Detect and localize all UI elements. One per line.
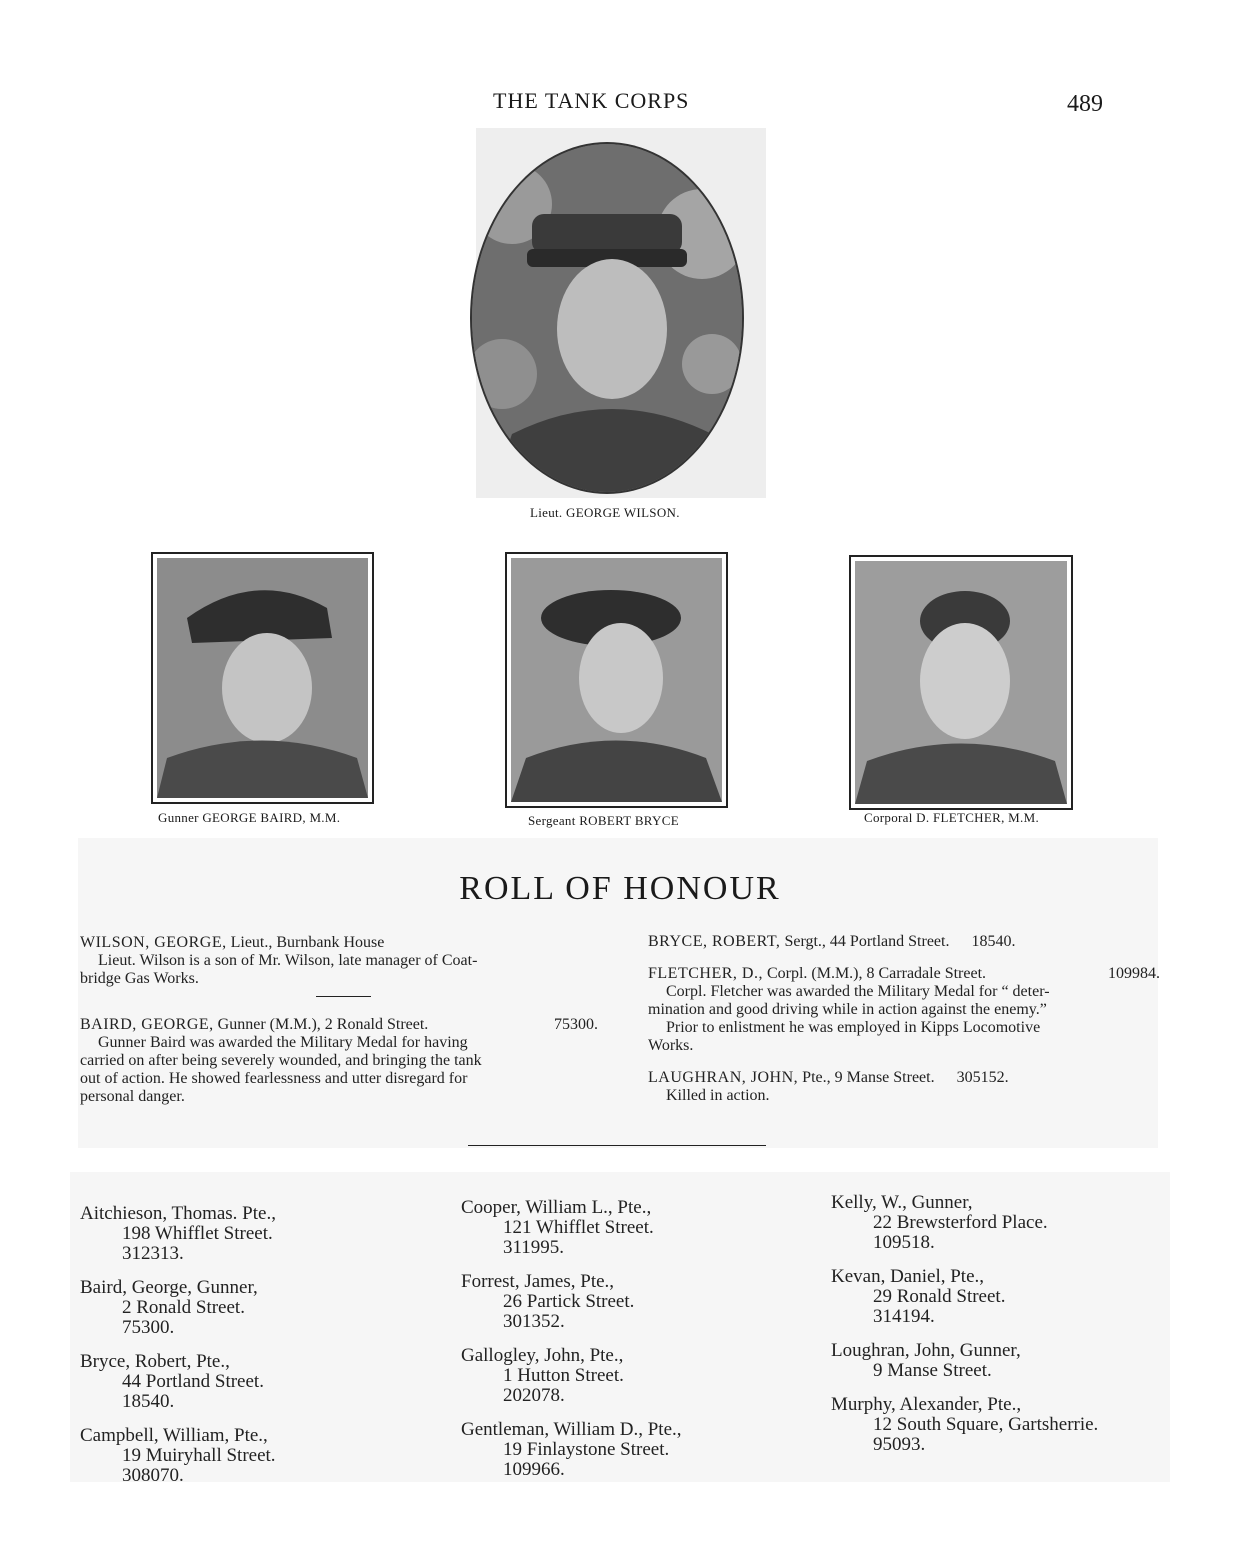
entry-name: WILSON, GEORGE, xyxy=(80,934,227,951)
list-item-name: Campbell, William, Pte., xyxy=(80,1425,268,1446)
list-item-address: 22 Brewsterford Place. xyxy=(873,1212,1048,1233)
list-item-number: 202078. xyxy=(503,1385,565,1406)
portrait-baird xyxy=(151,552,374,804)
list-item-number: 109966. xyxy=(503,1459,565,1480)
entry-text-line: Gunner Baird was awarded the Military Medal for having xyxy=(98,1034,468,1051)
entry-text-line: Lieut. Wilson is a son of Mr. Wilson, late manager of Coat- xyxy=(98,952,478,969)
caption-fletcher: Corporal D. FLETCHER, M.M. xyxy=(864,810,1039,825)
roll-entry-bryce xyxy=(648,933,1160,951)
caption-bryce: Sergeant ROBERT BRYCE xyxy=(528,813,679,828)
list-item-name: Kevan, Daniel, Pte., xyxy=(831,1266,985,1287)
list-column-3 xyxy=(831,1193,1171,1469)
section-divider xyxy=(468,1145,766,1146)
entry-text-line: personal danger. xyxy=(80,1088,185,1105)
running-head xyxy=(0,88,1240,118)
list-item xyxy=(80,1426,430,1486)
entry-name: LAUGHRAN, JOHN, xyxy=(648,1069,799,1086)
entry-name: BRYCE, ROBERT, xyxy=(648,933,781,950)
list-item xyxy=(80,1278,430,1338)
entry-details: Sergt., 44 Portland Street. xyxy=(784,933,950,950)
entry-text-line: bridge Gas Works. xyxy=(80,970,199,987)
list-item-address: 9 Manse Street. xyxy=(873,1360,992,1381)
list-item-number: 314194. xyxy=(873,1306,935,1327)
entry-details: Corpl. (M.M.), 8 Carradale Street. xyxy=(766,965,987,982)
list-item-address: 1 Hutton Street. xyxy=(503,1365,624,1386)
entry-name: FLETCHER, D., xyxy=(648,965,763,982)
list-item-name: Gentleman, William D., Pte., xyxy=(461,1419,682,1440)
list-item-name: Murphy, Alexander, Pte., xyxy=(831,1394,1022,1415)
entry-text-line: Works. xyxy=(648,1037,694,1054)
entry-details: Pte., 9 Manse Street. xyxy=(802,1069,935,1086)
list-item-number: 312313. xyxy=(122,1243,184,1264)
portrait-wilson xyxy=(470,142,744,494)
list-item-name: Aitchieson, Thomas. Pte., xyxy=(80,1203,276,1224)
list-item xyxy=(831,1193,1171,1253)
list-item-address: 29 Ronald Street. xyxy=(873,1286,1006,1307)
list-item xyxy=(461,1346,811,1406)
list-item xyxy=(80,1204,430,1264)
roll-entry-laughran xyxy=(648,1069,1160,1105)
list-item-address: 19 Muiryhall Street. xyxy=(122,1445,276,1466)
list-item-address: 198 Whifflet Street. xyxy=(122,1223,273,1244)
list-item xyxy=(461,1420,811,1480)
list-item-number: 75300. xyxy=(122,1317,175,1338)
caption-baird: Gunner GEORGE BAIRD, M.M. xyxy=(158,810,341,825)
page-number: 489 xyxy=(1067,91,1103,117)
list-item-name: Kelly, W., Gunner, xyxy=(831,1192,973,1213)
entry-text-line: Prior to enlistment he was employed in Kipps Locomotive xyxy=(666,1019,1041,1036)
entry-number: 18540. xyxy=(971,933,1016,950)
list-item-number: 95093. xyxy=(873,1434,926,1455)
page-header-title: THE TANK CORPS xyxy=(493,88,690,113)
roll-of-honour-heading: ROLL OF HONOUR xyxy=(459,870,781,907)
list-item-number: 311995. xyxy=(503,1237,565,1258)
list-item-address: 19 Finlaystone Street. xyxy=(503,1439,670,1460)
list-item xyxy=(80,1352,430,1412)
list-item-address: 121 Whifflet Street. xyxy=(503,1217,654,1238)
entry-text-line: Killed in action. xyxy=(666,1087,770,1104)
list-item-name: Forrest, James, Pte., xyxy=(461,1271,615,1292)
list-item-number: 308070. xyxy=(122,1465,184,1486)
entry-details: Lieut., Burnbank House xyxy=(230,934,385,951)
list-column-2 xyxy=(461,1198,811,1494)
list-item-address: 12 South Square, Gartsherrie. xyxy=(873,1414,1099,1435)
list-column-1 xyxy=(80,1204,430,1500)
list-item-address: 2 Ronald Street. xyxy=(122,1297,245,1318)
entry-name: BAIRD, GEORGE, xyxy=(80,1016,214,1033)
list-item-name: Gallogley, John, Pte., xyxy=(461,1345,624,1366)
entry-number: 305152. xyxy=(956,1069,1009,1086)
entry-text-line: carried on after being severely wounded, and bringing the tank xyxy=(80,1052,482,1069)
roll-entry-fletcher xyxy=(648,965,1160,1055)
list-item xyxy=(831,1395,1171,1455)
entry-details: Gunner (M.M.), 2 Ronald Street. xyxy=(217,1016,429,1033)
entry-text-line: mination and good driving while in action against the enemy.” xyxy=(648,1001,1047,1018)
list-item-number: 109518. xyxy=(873,1232,935,1253)
entry-divider xyxy=(316,996,371,997)
entry-number: 109984. xyxy=(1108,965,1160,982)
entry-text-line: Corpl. Fletcher was awarded the Military Medal for “ deter- xyxy=(666,983,1050,1000)
entry-number: 75300. xyxy=(554,1016,598,1033)
list-item xyxy=(461,1198,811,1258)
entry-text-line: out of action. He showed fearlessness and utter disregard for xyxy=(80,1070,468,1087)
roll-entry-baird xyxy=(80,1016,598,1106)
caption-wilson: Lieut. GEORGE WILSON. xyxy=(530,505,680,520)
list-item-address: 26 Partick Street. xyxy=(503,1291,635,1312)
list-item-name: Cooper, William L., Pte., xyxy=(461,1197,652,1218)
list-item-name: Bryce, Robert, Pte., xyxy=(80,1351,230,1372)
list-item-address: 44 Portland Street. xyxy=(122,1371,264,1392)
portrait-fletcher xyxy=(849,555,1073,810)
list-item-number: 301352. xyxy=(503,1311,565,1332)
list-item-name: Baird, George, Gunner, xyxy=(80,1277,258,1298)
roll-entry-wilson xyxy=(80,934,598,988)
list-item xyxy=(831,1267,1171,1327)
portrait-bryce xyxy=(505,552,728,808)
list-item xyxy=(831,1341,1171,1381)
list-item xyxy=(461,1272,811,1332)
list-item-number: 18540. xyxy=(122,1391,175,1412)
list-item-name: Loughran, John, Gunner, xyxy=(831,1340,1021,1361)
